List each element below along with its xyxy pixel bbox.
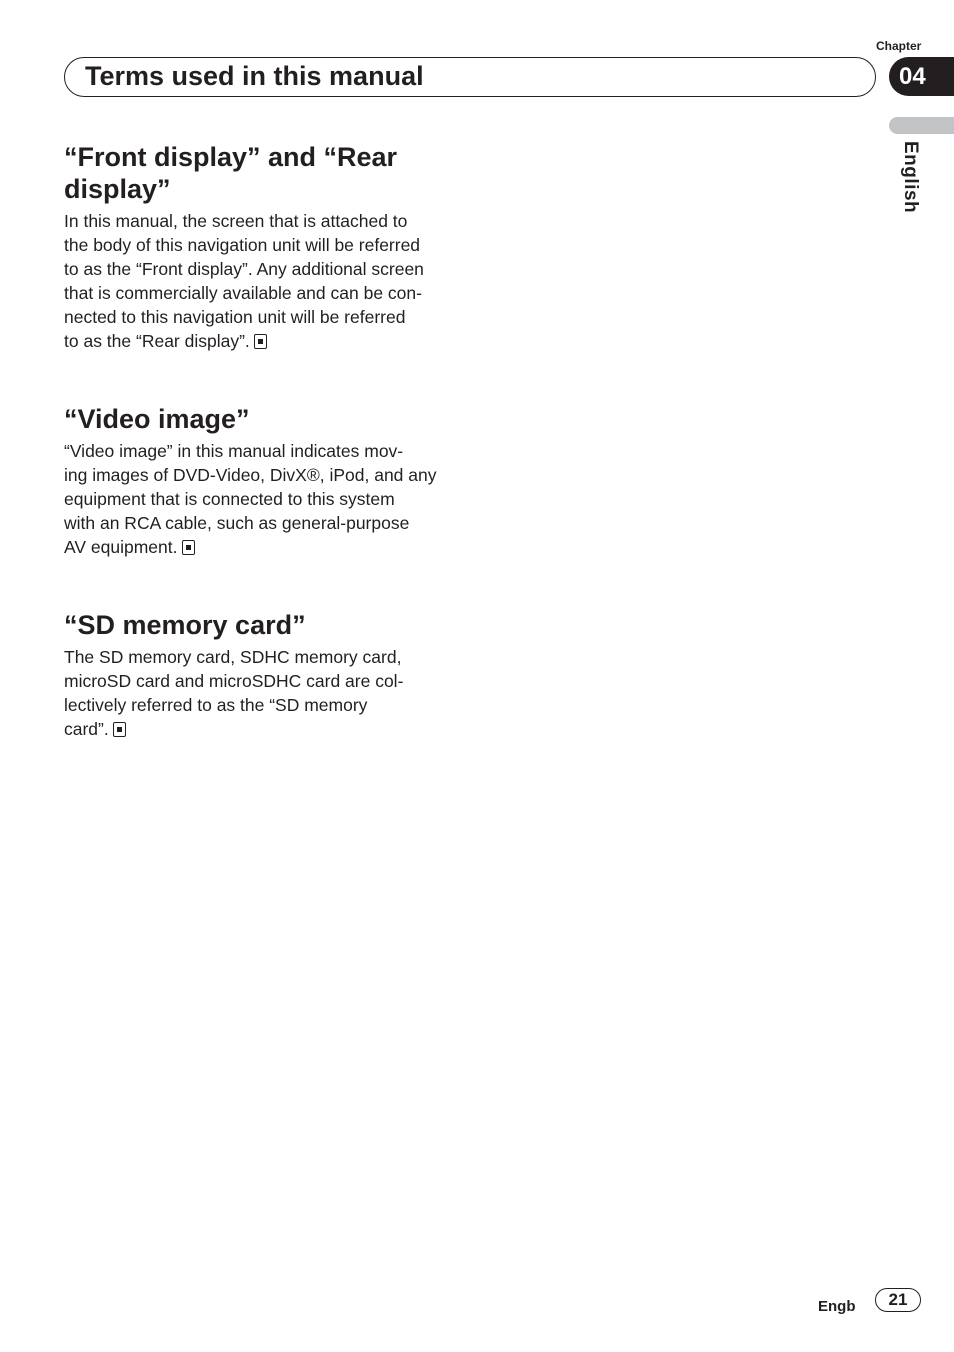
body-line: card”. — [64, 719, 109, 739]
section-heading — [64, 403, 454, 435]
body-line: to as the “Front display”. Any additional screen — [64, 259, 424, 279]
chapter-number-badge: 04 — [889, 57, 954, 96]
section-sd-memory-card — [64, 609, 454, 741]
body-line: that is commercially available and can be con- — [64, 283, 422, 303]
section-body — [64, 439, 454, 559]
body-line: “Video image” in this manual indicates mov- — [64, 441, 404, 461]
heading-line: “Video image” — [64, 404, 250, 434]
footer-language-code: Engb — [818, 1298, 856, 1315]
page-title: Terms used in this manual — [85, 61, 424, 91]
heading-line: display” — [64, 174, 171, 204]
page-number: 21 — [875, 1288, 921, 1312]
section-front-rear-display — [64, 141, 454, 353]
end-mark-icon — [182, 540, 195, 555]
heading-line: “Front display” and “Rear — [64, 142, 398, 172]
body-line: nected to this navigation unit will be referred — [64, 307, 406, 327]
end-mark-icon — [113, 722, 126, 737]
language-label: English — [900, 141, 921, 214]
section-video-image — [64, 403, 454, 559]
body-line: to as the “Rear display”. — [64, 331, 250, 351]
section-heading — [64, 609, 454, 641]
body-line: AV equipment. — [64, 537, 178, 557]
chapter-label: Chapter — [876, 39, 922, 53]
body-line: lectively referred to as the “SD memory — [64, 695, 368, 715]
body-line: equipment that is connected to this system — [64, 489, 395, 509]
body-line: microSD card and microSDHC card are col- — [64, 671, 404, 691]
end-mark-icon — [254, 334, 267, 349]
body-line: ing images of DVD-Video, DivX®, iPod, and any — [64, 465, 437, 485]
body-line: the body of this navigation unit will be referred — [64, 235, 421, 255]
section-heading — [64, 141, 454, 205]
language-tab — [889, 117, 954, 134]
body-line: The SD memory card, SDHC memory card, — [64, 647, 402, 667]
section-body — [64, 645, 454, 741]
header-bar — [64, 57, 876, 97]
heading-line: “SD memory card” — [64, 610, 306, 640]
body-line: In this manual, the screen that is attached to — [64, 211, 408, 231]
section-body — [64, 209, 454, 353]
body-line: with an RCA cable, such as general-purpose — [64, 513, 410, 533]
